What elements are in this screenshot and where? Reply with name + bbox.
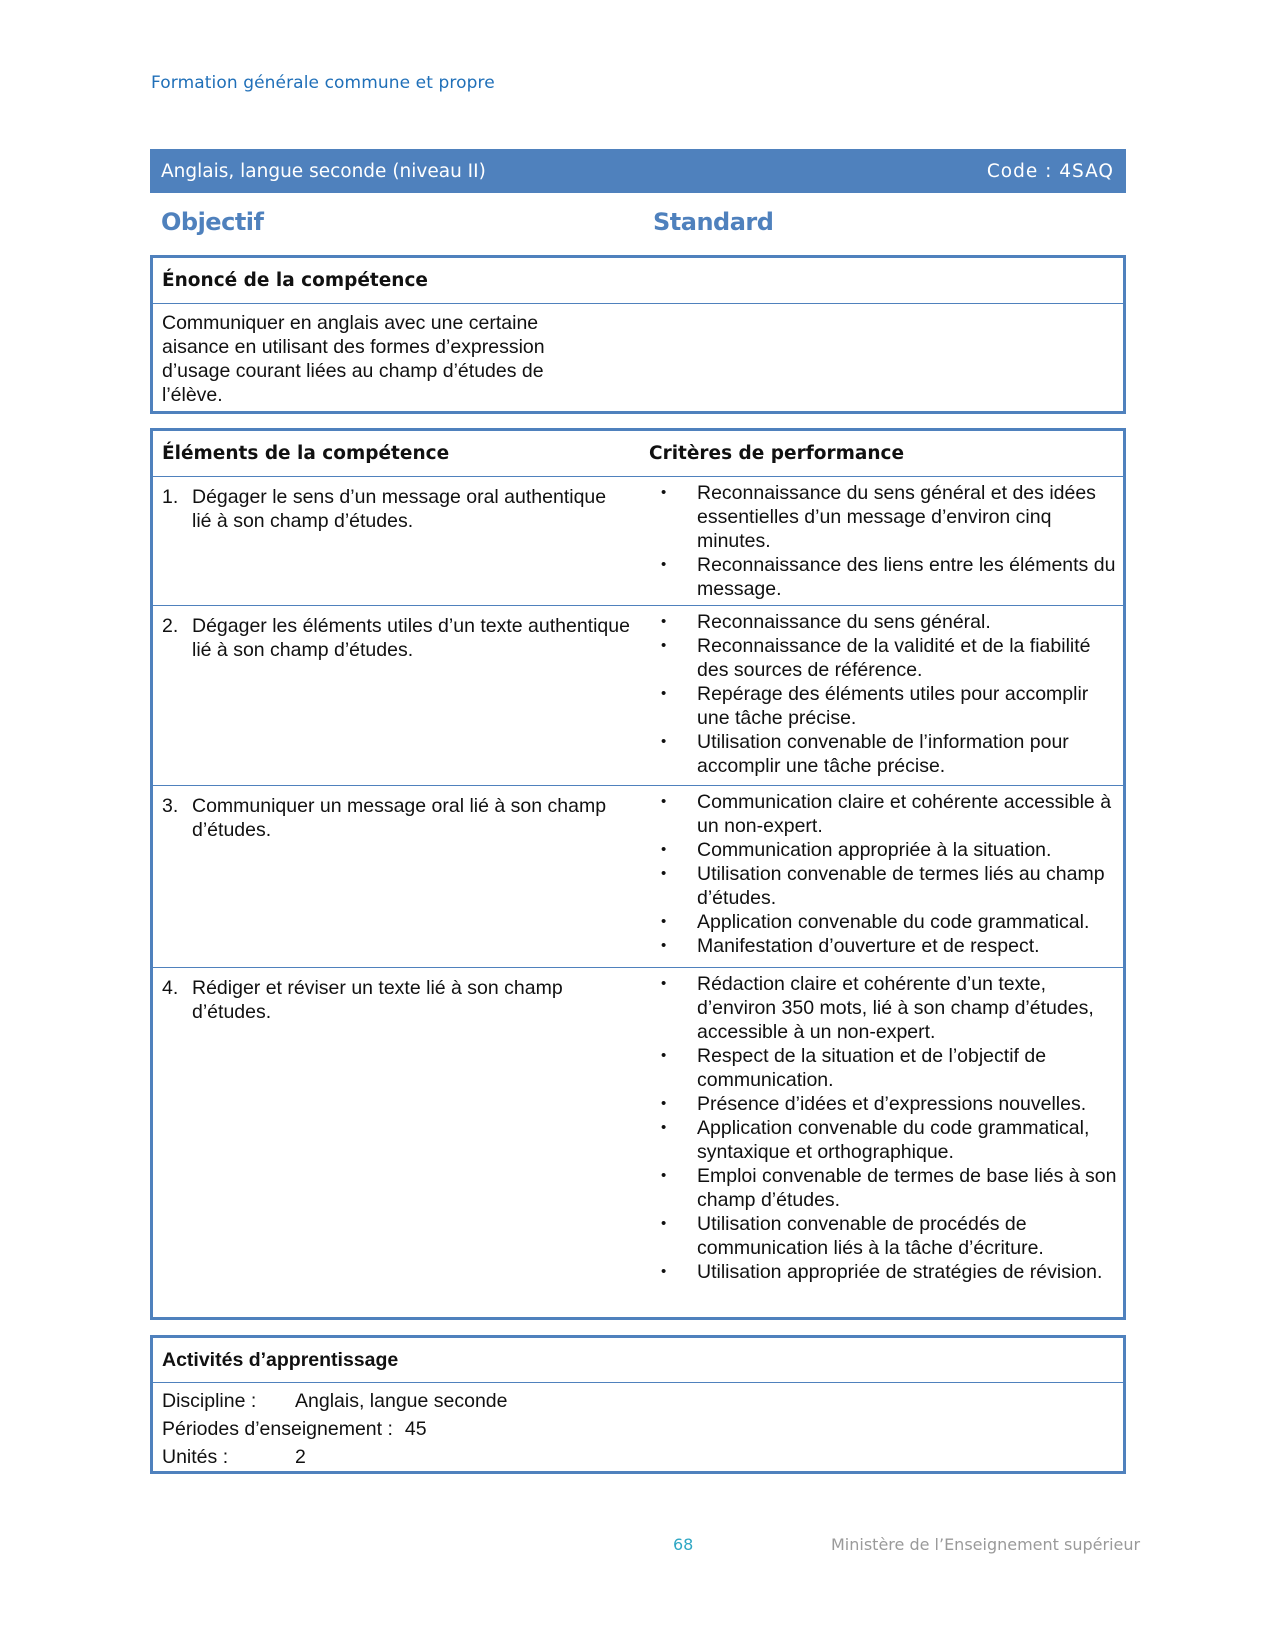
bullet-icon: • xyxy=(661,1167,667,1184)
periodes-label: Périodes d’enseignement : xyxy=(162,1418,393,1440)
criterion-text: Communication appropriée à la situation. xyxy=(697,839,1052,861)
unites-row xyxy=(162,1443,1114,1471)
bullet-icon: • xyxy=(661,865,667,882)
discipline-row xyxy=(162,1387,1114,1415)
criterion-text: Application convenable du code grammatical. xyxy=(697,911,1090,933)
bullet-icon: • xyxy=(661,733,667,750)
enonce-heading: Énoncé de la compétence xyxy=(153,258,1123,304)
table-row xyxy=(153,968,1123,1321)
enonce-box xyxy=(150,255,1126,414)
criterion-item xyxy=(640,481,1117,553)
criterion-text: Présence d’idées et d’expressions nouvelles. xyxy=(697,1093,1087,1115)
criteria-cell xyxy=(640,606,1123,785)
bullet-icon: • xyxy=(661,484,667,501)
activites-box xyxy=(150,1335,1126,1474)
elements-table xyxy=(150,428,1126,1320)
element-text: Dégager les éléments utiles d’un texte authentique lié à son champ d’études. xyxy=(192,615,630,661)
criterion-item xyxy=(640,972,1117,1044)
criterion-item xyxy=(640,838,1117,862)
criterion-text: Manifestation d’ouverture et de respect. xyxy=(697,935,1040,957)
bullet-icon: • xyxy=(661,613,667,630)
criterion-item xyxy=(640,790,1117,838)
criterion-text: Utilisation appropriée de stratégies de révision. xyxy=(697,1261,1103,1283)
table-header xyxy=(153,431,1123,477)
running-head: Formation générale commune et propre xyxy=(151,73,495,93)
criterion-text: Utilisation convenable de procédés de communication liés à la tâche d’écriture. xyxy=(697,1213,1044,1259)
table-row xyxy=(153,606,1123,786)
criterion-item xyxy=(640,730,1117,778)
criterion-text: Reconnaissance des liens entre les éléments du message. xyxy=(697,554,1116,600)
discipline-label: Discipline : xyxy=(162,1390,257,1412)
element-cell xyxy=(153,786,640,967)
bullet-icon: • xyxy=(661,637,667,654)
criterion-item xyxy=(640,1260,1117,1284)
element-number: 3. xyxy=(162,795,179,817)
criterion-text: Repérage des éléments utiles pour accomplir une tâche précise. xyxy=(697,683,1089,729)
bullet-icon: • xyxy=(661,793,667,810)
criterion-text: Utilisation convenable de l’information pour accomplir une tâche précise. xyxy=(697,731,1069,777)
bullet-icon: • xyxy=(661,1215,667,1232)
criterion-item xyxy=(640,634,1117,682)
criterion-text: Reconnaissance du sens général. xyxy=(697,611,991,633)
column-header-criteres: Critères de performance xyxy=(649,443,905,464)
objectif-heading: Objectif xyxy=(161,208,264,236)
bullet-icon: • xyxy=(661,1095,667,1112)
criterion-item xyxy=(640,1164,1117,1212)
criterion-item xyxy=(640,1212,1117,1260)
periodes-row xyxy=(162,1415,1114,1443)
element-text: Dégager le sens d’un message oral authentique lié à son champ d’études. xyxy=(192,486,607,532)
criteria-cell xyxy=(640,786,1123,967)
bullet-icon: • xyxy=(661,1119,667,1136)
table-row xyxy=(153,786,1123,968)
course-code: Code : 4SAQ xyxy=(986,160,1114,182)
criterion-item xyxy=(640,1044,1117,1092)
bullet-icon: • xyxy=(661,937,667,954)
criteria-cell xyxy=(640,968,1123,1321)
page-number: 68 xyxy=(673,1535,694,1554)
element-number: 4. xyxy=(162,977,179,999)
criterion-text: Rédaction claire et cohérente d’un texte, d’environ 350 mots, lié à son champ d’études, accessible à un non-expert. xyxy=(697,973,1094,1043)
criterion-item xyxy=(640,1092,1117,1116)
criterion-item xyxy=(640,934,1117,958)
bullet-icon: • xyxy=(661,975,667,992)
activites-heading: Activités d’apprentissage xyxy=(153,1338,1123,1383)
unites-label: Unités : xyxy=(162,1446,229,1468)
column-header-elements: Éléments de la compétence xyxy=(162,443,450,464)
criterion-text: Utilisation convenable de termes liés au champ d’études. xyxy=(697,863,1105,909)
bullet-icon: • xyxy=(661,841,667,858)
activites-details xyxy=(153,1383,1123,1471)
criterion-text: Application convenable du code grammatical, syntaxique et orthographique. xyxy=(697,1117,1090,1163)
criterion-item xyxy=(640,682,1117,730)
footer-organization: Ministère de l’Enseignement supérieur xyxy=(831,1535,1141,1554)
element-text: Rédiger et réviser un texte lié à son champ d’études. xyxy=(192,977,563,1023)
periodes-value: 45 xyxy=(404,1418,427,1440)
enonce-text: Communiquer en anglais avec une certaine aisance en utilisant des formes d’expression d’usage courant liées au champ d’études de l’élève. xyxy=(162,312,545,406)
criterion-text: Reconnaissance du sens général et des idées essentielles d’un message d’environ cinq minutes. xyxy=(697,482,1096,552)
criterion-item xyxy=(640,610,1117,634)
bullet-icon: • xyxy=(661,685,667,702)
element-number: 1. xyxy=(162,486,179,508)
element-cell xyxy=(153,606,640,785)
bullet-icon: • xyxy=(661,556,667,573)
criterion-item xyxy=(640,553,1117,601)
criterion-item xyxy=(640,910,1117,934)
bullet-icon: • xyxy=(661,1263,667,1280)
unites-value: 2 xyxy=(295,1446,306,1468)
element-number: 2. xyxy=(162,615,179,637)
criterion-text: Communication claire et cohérente accessible à un non-expert. xyxy=(697,791,1112,837)
criterion-item xyxy=(640,862,1117,910)
criterion-item xyxy=(640,1116,1117,1164)
element-cell xyxy=(153,477,640,605)
criteria-cell xyxy=(640,477,1123,605)
criterion-text: Reconnaissance de la validité et de la fiabilité des sources de référence. xyxy=(697,635,1091,681)
element-text: Communiquer un message oral lié à son champ d’études. xyxy=(192,795,607,841)
element-cell xyxy=(153,968,640,1321)
course-title: Anglais, langue seconde (niveau II) xyxy=(161,160,486,182)
discipline-value: Anglais, langue seconde xyxy=(295,1390,508,1412)
criterion-text: Respect de la situation et de l’objectif de communication. xyxy=(697,1045,1047,1091)
bullet-icon: • xyxy=(661,1047,667,1064)
course-banner xyxy=(150,149,1126,193)
bullet-icon: • xyxy=(661,913,667,930)
standard-heading: Standard xyxy=(653,208,774,236)
criterion-text: Emploi convenable de termes de base liés à son champ d’études. xyxy=(697,1165,1117,1211)
table-row xyxy=(153,477,1123,606)
